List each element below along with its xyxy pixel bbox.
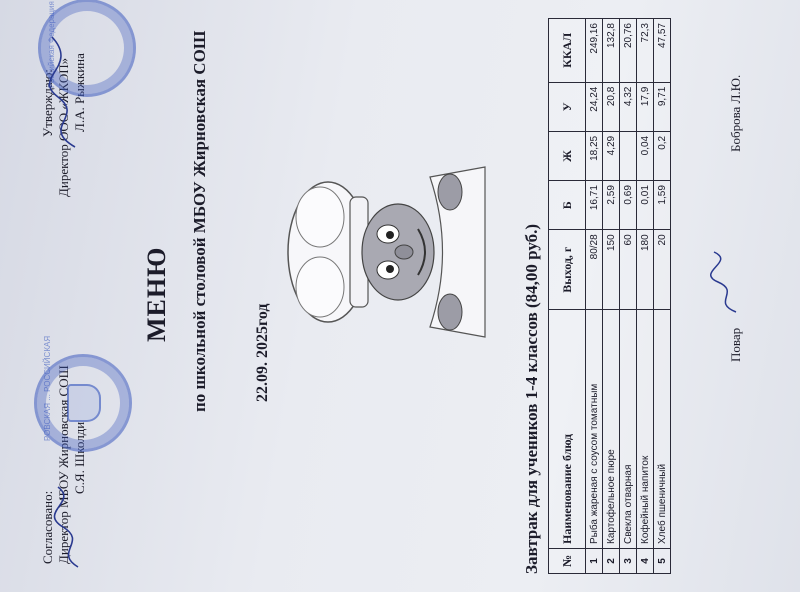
table-header-row (549, 19, 586, 574)
row-kcal: 249,16 (586, 19, 603, 83)
row-output: 180 (637, 230, 654, 310)
row-protein: 2,59 (603, 181, 620, 230)
coat-of-arms-icon (67, 384, 101, 422)
cook-name: Боброва Л.Ю. (728, 74, 743, 152)
row-protein: 16,71 (586, 181, 603, 230)
page-subtitle: по школьной столовой МБОУ Жирновская СОШ (190, 30, 209, 412)
row-number: 3 (620, 549, 637, 574)
row-carbs: 20,8 (603, 82, 620, 131)
table-row (654, 19, 671, 574)
row-number: 2 (603, 549, 620, 574)
row-dish: Свекла отварная (620, 310, 637, 549)
row-output: 80/28 (586, 230, 603, 310)
row-carbs: 9,71 (654, 82, 671, 131)
row-output: 60 (620, 230, 637, 310)
menu-date: 22.09. 2025год (254, 303, 271, 402)
chef-illustration (280, 137, 490, 367)
row-dish: Рыба жареная с соусом томатным (586, 310, 603, 549)
table-row (603, 19, 620, 574)
stamp-left (34, 335, 132, 452)
row-fat: 0,2 (654, 131, 671, 180)
header-dish: Наименование блюд (549, 310, 586, 549)
signature-left (48, 482, 88, 572)
signature-right (40, 32, 85, 152)
row-dish: Хлеб пшеничный (654, 310, 671, 549)
row-carbs: 17,9 (637, 82, 654, 131)
row-kcal: 132,8 (603, 19, 620, 83)
row-fat (620, 131, 637, 180)
row-carbs: 24,24 (586, 82, 603, 131)
row-output: 20 (654, 230, 671, 310)
row-kcal: 47,57 (654, 19, 671, 83)
header-output: Выход, г (549, 230, 586, 310)
approval-right-line2: Директор ООО «ЖКОП» (56, 57, 71, 197)
row-protein: 1,59 (654, 181, 671, 230)
table-row (620, 19, 637, 574)
row-carbs: 4,32 (620, 82, 637, 131)
row-fat: 4,29 (603, 131, 620, 180)
approval-left-line1: Согласовано: (40, 490, 55, 564)
row-dish: Кофейный напиток (637, 310, 654, 549)
page-title: МЕНЮ (142, 246, 171, 342)
row-output: 150 (603, 230, 620, 310)
cook-signature (706, 247, 746, 317)
meal-title: Завтрак для учеников 1-4 классов (84,00 руб.) (522, 223, 541, 574)
row-fat: 18,25 (586, 131, 603, 180)
table-row (586, 19, 603, 574)
menu-table (548, 18, 671, 574)
row-kcal: 20,76 (620, 19, 637, 83)
row-kcal: 72,3 (637, 19, 654, 83)
row-dish: Картофельное пюре (603, 310, 620, 549)
stamp-right-text: Российская Федерация (47, 1, 56, 88)
row-number: 4 (637, 549, 654, 574)
header-number: № (549, 549, 586, 574)
row-number: 1 (586, 549, 603, 574)
approval-left-line2: Директор МБОУ Жирновская СОШ (56, 365, 71, 564)
header-kcal: ККАЛ (549, 19, 586, 83)
header-carbs: У (549, 82, 586, 131)
header-fat: Ж (549, 131, 586, 180)
cook-label: Повар (728, 327, 743, 362)
table-row (637, 19, 654, 574)
approval-left-line3: С.Я. Школди (72, 421, 87, 494)
row-protein: 0,01 (637, 181, 654, 230)
stamp-left-text: РОВСКАЯ ... РОССИЙСКАЯ (43, 335, 52, 441)
approval-right-line3: Л.А. Рыжкина (72, 53, 87, 132)
row-protein: 0,69 (620, 181, 637, 230)
row-fat: 0,04 (637, 131, 654, 180)
row-number: 5 (654, 549, 671, 574)
header-protein: Б (549, 181, 586, 230)
approval-right-line1: Утверждаю: (40, 69, 55, 137)
